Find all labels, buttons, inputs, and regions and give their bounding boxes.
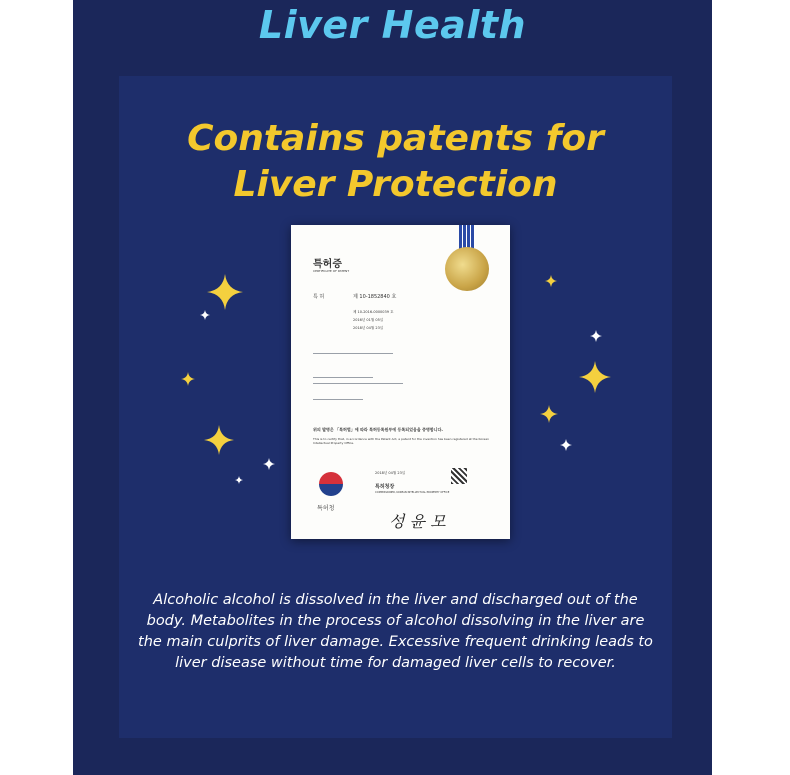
office-name: 특허청장 bbox=[375, 484, 395, 490]
panel-title-line-2: Liver Protection bbox=[233, 164, 558, 205]
description-text: Alcoholic alcohol is dissolved in the liver and discharged out of the body. Metabolites in the process of alcohol dissolving in the liver are the main culprits of liver damage. Excessive frequent drinking leads to liver disease without time for damaged liver cells to recover. bbox=[138, 592, 653, 671]
application-number: 제 10-2016-0000039 호 bbox=[353, 310, 394, 314]
sparkle-icon bbox=[590, 330, 602, 342]
certificate-statement-en: This is to certify that, in accordance with the Patent Act, a patent for the invention has been registered at the Korean Intellectual Property Office. bbox=[313, 437, 489, 445]
sparkle-icon bbox=[205, 272, 245, 312]
page-title: Liver Health bbox=[258, 3, 527, 47]
panel-title bbox=[119, 116, 672, 208]
office-logo-label: 특허청 bbox=[317, 505, 335, 512]
sparkle-icon bbox=[540, 405, 558, 423]
filing-date: 2016년 01월 05일 bbox=[353, 318, 384, 322]
certificate-statement-ko: 위의 발명은 「특허법」에 따라 특허등록원부에 등록되었음을 증명합니다. bbox=[313, 427, 443, 432]
page-column bbox=[73, 0, 712, 775]
patent-certificate bbox=[291, 225, 510, 539]
gold-seal-icon bbox=[445, 247, 489, 291]
certificate-title: 특허증 bbox=[313, 259, 342, 270]
qr-code bbox=[451, 468, 467, 484]
patent-panel bbox=[119, 76, 672, 738]
patent-label: 특 허 bbox=[313, 294, 325, 300]
sparkle-icon bbox=[578, 360, 612, 394]
panel-title-line-1: Contains patents for bbox=[187, 118, 604, 159]
sparkle-icon bbox=[263, 458, 275, 470]
office-name-en: COMMISSIONER, KOREAN INTELLECTUAL PROPERTY OFFICE bbox=[375, 491, 450, 494]
korea-emblem-icon bbox=[319, 472, 343, 496]
patent-number: 제 10-1852840 호 bbox=[353, 294, 397, 300]
sparkle-icon bbox=[560, 439, 572, 451]
commissioner-signature: 성 윤 모 bbox=[389, 512, 446, 531]
sparkle-icon bbox=[181, 372, 195, 386]
registration-date: 2018년 04월 23일 bbox=[353, 326, 384, 330]
certificate-date: 2018년 04월 23일 bbox=[375, 471, 406, 475]
sparkle-icon bbox=[545, 275, 557, 287]
sparkle-icon bbox=[200, 310, 210, 320]
certificate-subtitle: CERTIFICATE OF PATENT bbox=[313, 269, 350, 273]
sparkle-icon bbox=[235, 476, 243, 484]
sparkle-icon bbox=[203, 424, 235, 456]
